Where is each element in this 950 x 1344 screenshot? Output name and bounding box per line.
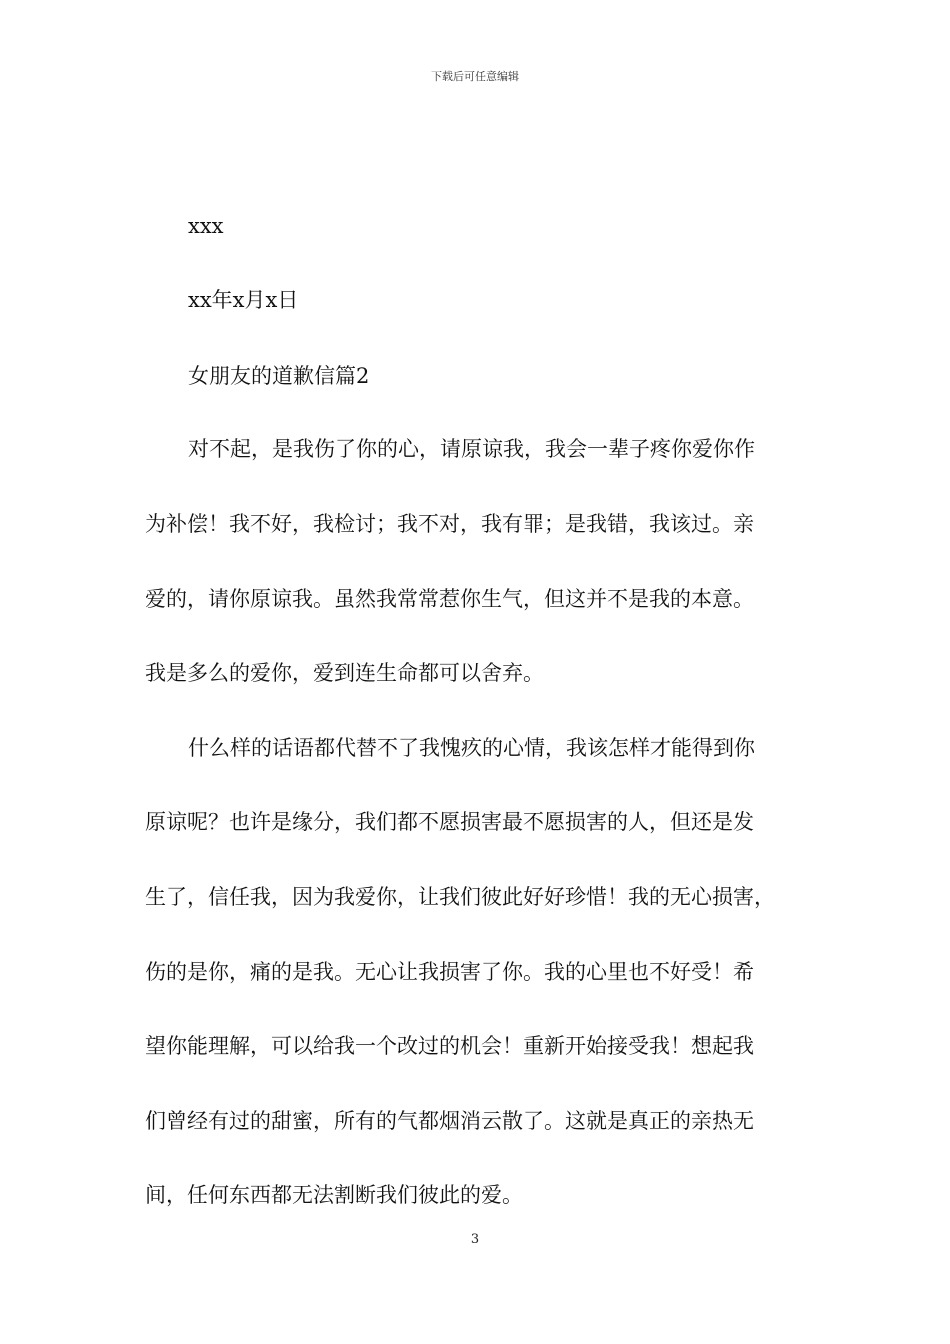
paragraph-line: 为补偿！我不好，我检讨；我不对，我有罪；是我错，我该过。亲 xyxy=(145,512,754,536)
paragraph-line: 伤的是你，痛的是我。无心让我损害了你。我的心里也不好受！希 xyxy=(145,960,754,984)
paragraph-line: 间，任何东西都无法割断我们彼此的爱。 xyxy=(145,1183,523,1207)
paragraph-line: 生了，信任我，因为我爱你，让我们彼此好好珍惜！我的无心损害， xyxy=(145,885,775,909)
page-header-note: 下载后可任意编辑 xyxy=(431,70,519,83)
paragraph-line: 爱的，请你原谅我。虽然我常常惹你生气，但这并不是我的本意。 xyxy=(145,587,754,611)
paragraph-line: 我是多么的爱你，爱到连生命都可以舍弃。 xyxy=(145,661,544,685)
page-number: 3 xyxy=(470,1232,480,1247)
paragraph-line: 什么样的话语都代替不了我愧疚的心情，我该怎样才能得到你 xyxy=(188,736,755,760)
signature-date: xx年x月x日 xyxy=(188,288,299,312)
paragraph-line: 原谅呢？也许是缘分，我们都不愿损害最不愿损害的人，但还是发 xyxy=(145,810,754,834)
paragraph-line: 们曾经有过的甜蜜，所有的气都烟消云散了。这就是真正的亲热无 xyxy=(145,1109,754,1133)
signature-name: xxx xyxy=(188,214,224,238)
section-title: 女朋友的道歉信篇2 xyxy=(188,364,370,388)
paragraph-line: 望你能理解，可以给我一个改过的机会！重新开始接受我！想起我 xyxy=(145,1034,754,1058)
paragraph-line: 对不起，是我伤了你的心，请原谅我，我会一辈子疼你爱你作 xyxy=(188,437,755,461)
